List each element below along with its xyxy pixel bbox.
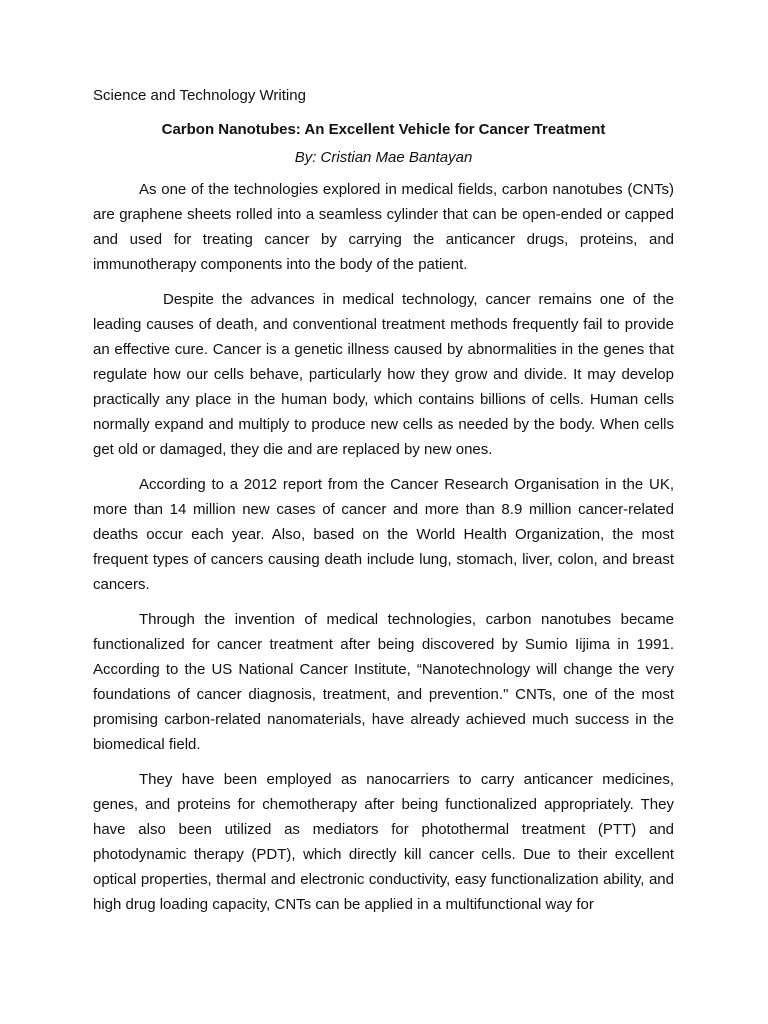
paragraph-intro: As one of the technologies explored in medical fields, carbon nanotubes (CNTs) are graphene sheets rolled into a seamless cylinder that can be open-ended or capped and used for treating cancer by carrying the anticancer drugs, proteins, and immunotherapy components into the body of the patient.: [93, 181, 674, 273]
author-byline: By: Cristian Mae Bantayan: [294, 149, 473, 166]
paragraph-statistics: According to a 2012 report from the Cancer Research Organisation in the UK, more than 14 million new cases of cancer and more than 8.9 million cancer-related deaths occur each year. Also, based on the World Health Organization, the most frequent types of cancers causing death include lung, stomach, liver, colon, and breast cancers.: [93, 476, 674, 593]
paragraph-cnt-history: Through the invention of medical technologies, carbon nanotubes became functionalized for cancer treatment after being discovered by Sumio Iijima in 1991. According to the US National Cancer Institute, “Nanotechnology will change the very foundations of cancer diagnosis, treatment, and prevention." CNTs, one of the most promising carbon-related nanomaterials, have already achieved much success in the biomedical field.: [93, 611, 674, 753]
paragraph-cancer-background: Despite the advances in medical technology, cancer remains one of the leading causes of death, and conventional treatment methods frequently fail to provide an effective cure. Cancer is a genetic illness caused by abnormalities in the genes that regulate how our cells behave, particularly how they grow and divide. It may develop practically any place in the human body, which contains billions of cells. Human cells normally expand and multiply to produce new cells as needed by the body. When cells get old or damaged, they die and are replaced by new ones.: [93, 291, 674, 458]
document-title: Carbon Nanotubes: An Excellent Vehicle for Cancer Treatment: [161, 121, 606, 138]
course-label: Science and Technology Writing: [93, 87, 306, 104]
paragraph-cnt-applications: They have been employed as nanocarriers to carry anticancer medicines, genes, and proteins for chemotherapy after being functionalized appropriately. They have also been utilized as mediators for photothermal treatment (PTT) and photodynamic therapy (PDT), which directly kill cancer cells. Due to their excellent optical properties, thermal and electronic conductivity, easy functionalization ability, and high drug loading capacity, CNTs can be applied in a multifunctional way for: [93, 771, 674, 913]
document-page: [93, 86, 674, 927]
